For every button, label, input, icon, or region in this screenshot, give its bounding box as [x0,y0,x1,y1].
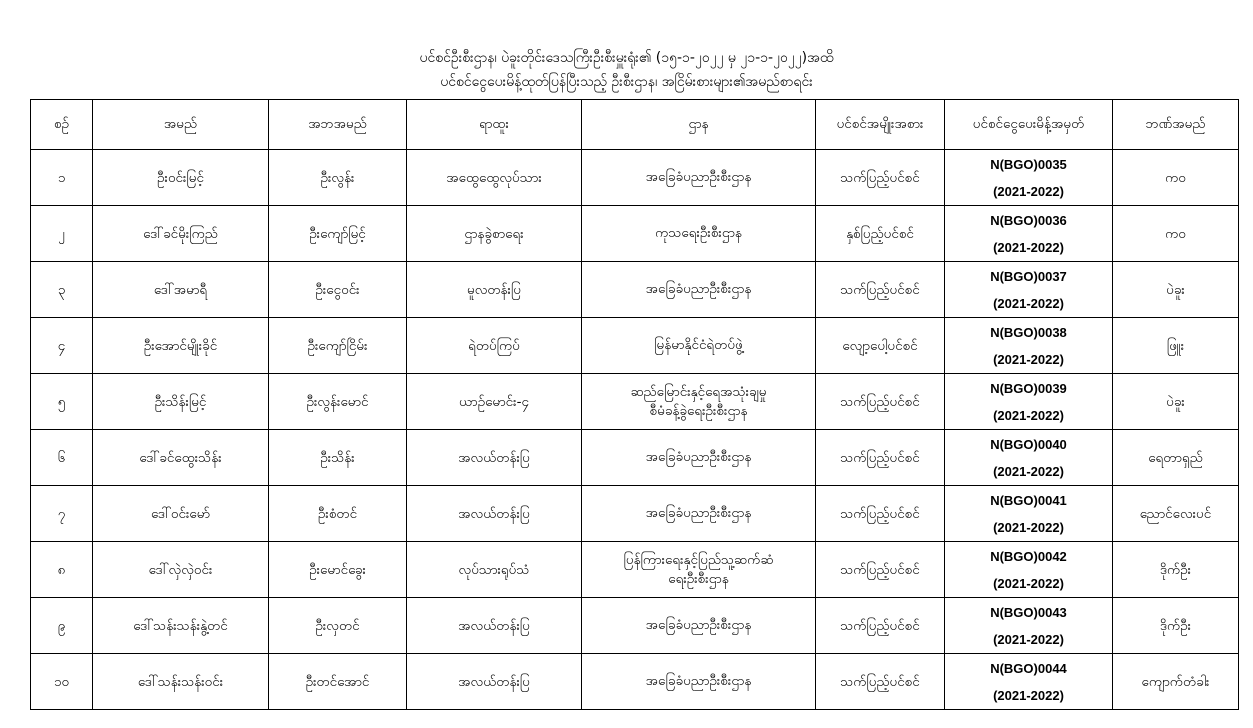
cell-order-number [945,430,1113,486]
department-line-1: ဆည်မြောင်းနှင့်ရေအသုံးချမှု [630,383,767,400]
cell-no: ၈ [31,542,93,598]
department-line-2: စီမံခန့်ခွဲရေးဦးစီးဌာန [649,402,748,419]
cell-name: ဒေါ်ဝင်းမော် [93,486,269,542]
department-line-1: အခြေခံပညာဦးစီးဌာန [645,281,752,297]
table-row [31,542,1239,598]
cell-department [582,150,816,206]
table-row [31,318,1239,374]
cell-order-number [945,654,1113,710]
cell-name: ဦးသိန်းမြင့် [93,374,269,430]
cell-name: ဒေါ်သန်းသန်းနွဲ့တင် [93,598,269,654]
table-body [31,150,1239,710]
department-line-1: အခြေခံပညာဦးစီးဌာန [645,449,752,465]
cell-department [582,486,816,542]
order-code: N(BGO)0042 [990,548,1067,564]
cell-department [582,430,816,486]
cell-rank: အလယ်တန်းပြ [407,598,582,654]
cell-rank: အလယ်တန်းပြ [407,486,582,542]
cell-department [582,318,816,374]
cell-father-name: ဦးသိန်း [269,430,407,486]
department-line-1: အခြေခံပညာဦးစီးဌာန [645,505,752,521]
cell-pension-type: သက်ပြည့်ပင်စင် [816,262,945,318]
cell-rank: အလယ်တန်းပြ [407,654,582,710]
order-year: (2021-2022) [993,687,1064,703]
cell-pension-type: လျော့ပေါ့ပင်စင် [816,318,945,374]
order-code: N(BGO)0035 [990,156,1067,172]
cell-department [582,206,816,262]
cell-bank: ဒိုက်ဦး [1113,542,1239,598]
cell-father-name: ဦးကျော်မြင့် [269,206,407,262]
cell-order-number [945,318,1113,374]
cell-order-number [945,374,1113,430]
cell-order-number [945,262,1113,318]
department-line-1: ကုသရေးဦးစီးဌာန [655,225,742,241]
cell-order-number [945,542,1113,598]
table-row [31,598,1239,654]
cell-no: ၅ [31,374,93,430]
cell-bank: ရေတာရှည် [1113,430,1239,486]
header-no: စဉ် [31,100,93,150]
order-year: (2021-2022) [993,295,1064,311]
cell-rank: ရဲတပ်ကြပ် [407,318,582,374]
cell-name: ဒေါ်လှဲလှဲဝင်း [93,542,269,598]
document-title-line-2: ပင်စင်ငွေပေးမိန့်ထုတ်ပြန်ပြီးသည့် ဦးစီးဌာန၊ အငြိမ်းစားများ၏အမည်စာရင်း [440,74,813,90]
table-row [31,654,1239,710]
header-department: ဌာန [582,100,816,150]
table-row [31,486,1239,542]
order-year: (2021-2022) [993,575,1064,591]
cell-rank: လုပ်သားရုပ်သံ [407,542,582,598]
cell-no: ၆ [31,430,93,486]
retiree-table [30,99,1239,710]
cell-bank: ကျောက်တံခါး [1113,654,1239,710]
cell-rank: မူလတန်းပြ [407,262,582,318]
order-code: N(BGO)0043 [990,604,1067,620]
header-rank: ရာထူး [407,100,582,150]
cell-pension-type: သက်ပြည့်ပင်စင် [816,150,945,206]
order-year: (2021-2022) [993,519,1064,535]
order-code: N(BGO)0040 [990,436,1067,452]
cell-no: ၁ [31,150,93,206]
cell-pension-type: သက်ပြည့်ပင်စင် [816,542,945,598]
order-code: N(BGO)0039 [990,380,1067,396]
order-code: N(BGO)0036 [990,212,1067,228]
cell-name: ဒေါ်ခင်ထွေးသိန်း [93,430,269,486]
cell-pension-type: သက်ပြည့်ပင်စင် [816,598,945,654]
cell-order-number [945,486,1113,542]
order-year: (2021-2022) [993,239,1064,255]
cell-order-number [945,598,1113,654]
cell-bank: ကဝ [1113,150,1239,206]
cell-no: ၁၀ [31,654,93,710]
table-row [31,206,1239,262]
order-year: (2021-2022) [993,631,1064,647]
cell-rank: အလယ်တန်းပြ [407,430,582,486]
cell-order-number [945,150,1113,206]
order-year: (2021-2022) [993,463,1064,479]
cell-no: ၄ [31,318,93,374]
department-line-1: အခြေခံပညာဦးစီးဌာန [645,673,752,689]
department-line-1: မြန်မာနိုင်ငံရဲတပ်ဖွဲ့ [654,337,743,353]
cell-father-name: ဦးလှတင် [269,598,407,654]
department-line-2: ရေးဦးစီးဌာန [668,570,729,587]
cell-department [582,374,816,430]
cell-no: ၃ [31,262,93,318]
cell-department [582,542,816,598]
cell-rank: ဌာနခွဲစာရေး [407,206,582,262]
order-year: (2021-2022) [993,407,1064,423]
header-order-number: ပင်စင်ငွေပေးမိန့်အမှတ် [945,100,1113,150]
document-title-line-1: ပင်စင်ဦးစီးဌာန၊ ပဲခူးတိုင်းဒေသကြီးဦးစီးမှူးရုံး၏ (၁၅-၁-၂၀၂၂ မှ ၂၁-၁-၂၀၂၂)အထိ [419,50,834,66]
cell-pension-type: သက်ပြည့်ပင်စင် [816,654,945,710]
cell-father-name: ဦးငွေဝင်း [269,262,407,318]
order-year: (2021-2022) [993,183,1064,199]
cell-father-name: ဦးလွန်းမောင် [269,374,407,430]
order-year: (2021-2022) [993,351,1064,367]
cell-name: ဒေါ်ခင်မိုးကြည် [93,206,269,262]
cell-name: ဒေါ်သန်းသန်းဝင်း [93,654,269,710]
department-line-1: ပြန်ကြားရေးနှင့်ပြည်သူ့ဆက်ဆံ [623,551,774,568]
cell-bank: ပဲခူး [1113,374,1239,430]
cell-no: ၉ [31,598,93,654]
cell-bank: ညောင်လေးပင် [1113,486,1239,542]
table-row [31,150,1239,206]
header-bank: ဘဏ်အမည် [1113,100,1239,150]
cell-no: ၇ [31,486,93,542]
header-pension-type: ပင်စင်အမျိုးအစား [816,100,945,150]
cell-rank: ယာဉ်မောင်း-၄ [407,374,582,430]
order-code: N(BGO)0041 [990,492,1067,508]
table-row [31,262,1239,318]
table-row [31,430,1239,486]
document-header [0,46,1253,94]
cell-father-name: ဦးတင်အောင် [269,654,407,710]
order-code: N(BGO)0044 [990,660,1067,676]
table-row [31,374,1239,430]
cell-pension-type: နှစ်ပြည့်ပင်စင် [816,206,945,262]
cell-father-name: ဦးစံတင် [269,486,407,542]
order-code: N(BGO)0037 [990,268,1067,284]
cell-bank: ဒိုက်ဦး [1113,598,1239,654]
cell-father-name: ဦးမောင်ခွေး [269,542,407,598]
cell-name: ဦးဝင်းမြင့် [93,150,269,206]
cell-bank: ဖြူး [1113,318,1239,374]
cell-order-number [945,206,1113,262]
order-code: N(BGO)0038 [990,324,1067,340]
cell-father-name: ဦးလွန်း [269,150,407,206]
cell-bank: ပဲခူး [1113,262,1239,318]
cell-bank: ကဝ [1113,206,1239,262]
cell-name: ဦးအောင်မျိုးခိုင် [93,318,269,374]
header-father-name: အဘအမည် [269,100,407,150]
department-line-1: အခြေခံပညာဦးစီးဌာန [645,617,752,633]
cell-rank: အထွေထွေလုပ်သား [407,150,582,206]
cell-pension-type: သက်ပြည့်ပင်စင် [816,374,945,430]
cell-department [582,654,816,710]
cell-no: ၂ [31,206,93,262]
cell-father-name: ဦးကျော်ငြိမ်း [269,318,407,374]
department-line-1: အခြေခံပညာဦးစီးဌာန [645,169,752,185]
header-name: အမည် [93,100,269,150]
table-header-row [31,100,1239,150]
cell-department [582,598,816,654]
cell-pension-type: သက်ပြည့်ပင်စင် [816,486,945,542]
cell-name: ဒေါ်အမာရီ [93,262,269,318]
cell-pension-type: သက်ပြည့်ပင်စင် [816,430,945,486]
cell-department [582,262,816,318]
